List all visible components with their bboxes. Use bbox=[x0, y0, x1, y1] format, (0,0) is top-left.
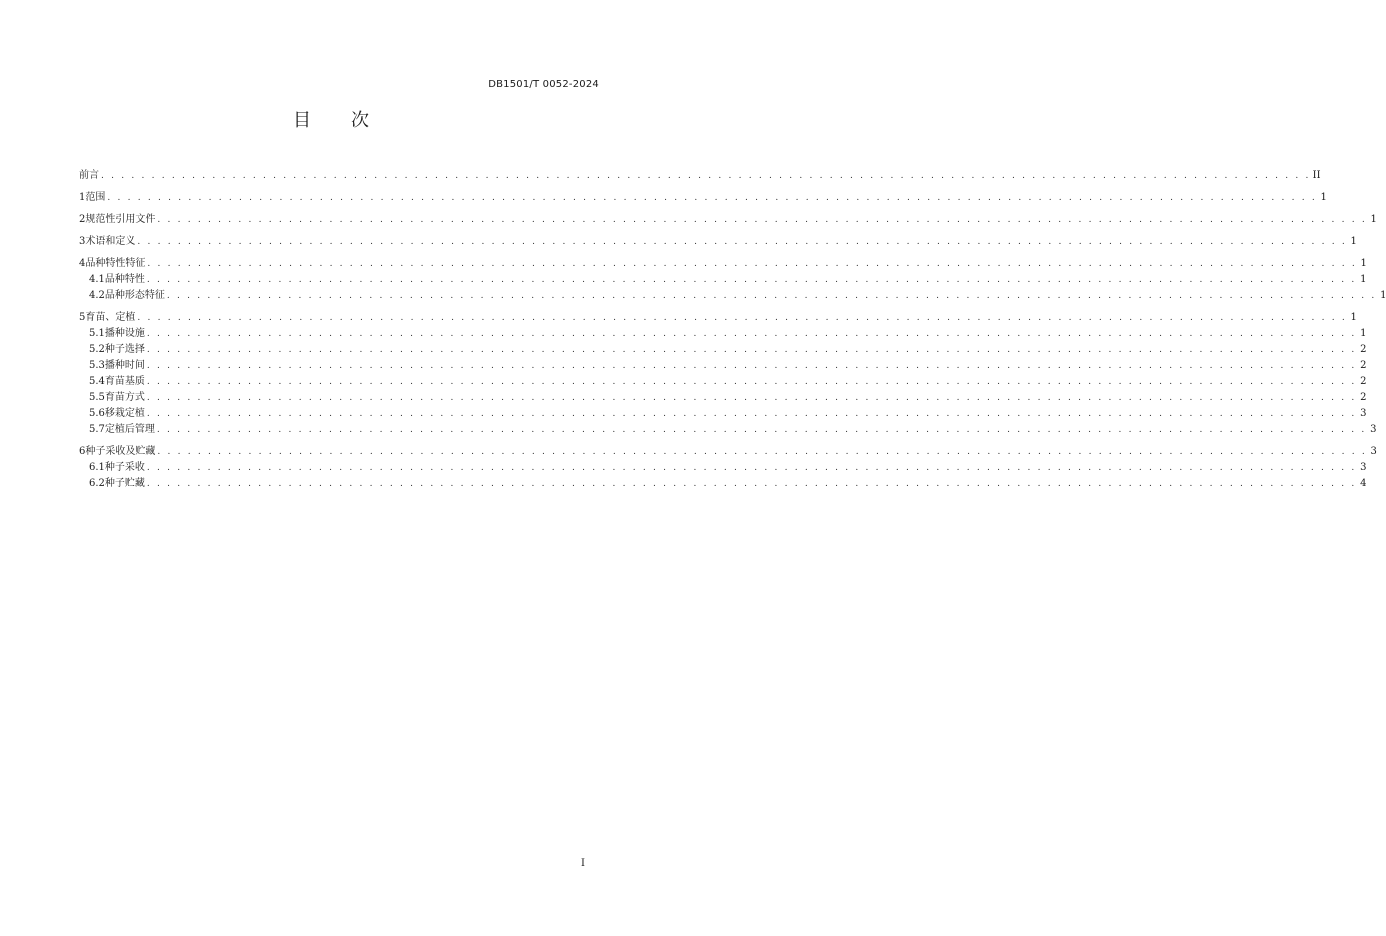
toc-entry-page: 2 bbox=[1360, 392, 1367, 403]
toc-entry-label: 术语和定义 bbox=[85, 236, 136, 247]
toc-entry[interactable] bbox=[79, 308, 1357, 324]
toc-entry-number: 6 bbox=[79, 446, 86, 457]
toc-entry[interactable] bbox=[79, 324, 1367, 340]
toc-entry[interactable] bbox=[79, 188, 1327, 204]
toc-entry-number: 5 bbox=[79, 312, 86, 323]
toc-entry-page: 1 bbox=[1350, 236, 1357, 247]
table-of-contents bbox=[79, 166, 1386, 490]
toc-entry-page: 3 bbox=[1360, 408, 1367, 419]
toc-entry-number: 3 bbox=[79, 236, 86, 247]
toc-entry[interactable] bbox=[79, 458, 1367, 474]
toc-dot-leader: . . . . . . . . . . . . . . . . . . . . . . . . . . . . . . . . . . . . . . . . . . . . . . . . . . . . . . . . . . . . . . . . . . . . . . . . . . . . . . . . . . . . . . . . . . . . . . . . . . . . . . . . . . . . . . . . . . . . . . . . bbox=[146, 377, 1357, 387]
toc-entry-page: II bbox=[1312, 170, 1321, 181]
toc-entry[interactable] bbox=[79, 254, 1367, 270]
page-title bbox=[0, 106, 662, 132]
toc-entry[interactable] bbox=[79, 372, 1367, 388]
toc-dot-leader: . . . . . . . . . . . . . . . . . . . . . . . . . . . . . . . . . . . . . . . . . . . . . . . . . . . . . . . . . . . . . . . . . . . . . . . . . . . . . . . . . . . . . . . . . . . . . . . . . . . . . . . . . . . . . . . . . . . . . . . . bbox=[101, 171, 1311, 181]
toc-entry-page: 1 bbox=[1380, 290, 1386, 301]
toc-dot-leader: . . . . . . . . . . . . . . . . . . . . . . . . . . . . . . . . . . . . . . . . . . . . . . . . . . . . . . . . . . . . . . . . . . . . . . . . . . . . . . . . . . . . . . . . . . . . . . . . . . . . . . . . . . . . . . . . . . . . . . . . bbox=[146, 361, 1357, 371]
toc-entry[interactable] bbox=[79, 210, 1377, 226]
toc-dot-leader: . . . . . . . . . . . . . . . . . . . . . . . . . . . . . . . . . . . . . . . . . . . . . . . . . . . . . . . . . . . . . . . . . . . . . . . . . . . . . . . . . . . . . . . . . . . . . . . . . . . . . . . . . . . . . . . . . . . . . . . . bbox=[137, 313, 1347, 323]
toc-entry-number: 4.1 bbox=[89, 274, 105, 285]
toc-entry-page: 2 bbox=[1360, 344, 1367, 355]
toc-dot-leader: . . . . . . . . . . . . . . . . . . . . . . . . . . . . . . . . . . . . . . . . . . . . . . . . . . . . . . . . . . . . . . . . . . . . . . . . . . . . . . . . . . . . . . . . . . . . . . . . . . . . . . . . . . . . . . . . . . . . . . . . bbox=[146, 409, 1357, 419]
toc-dot-leader: . . . . . . . . . . . . . . . . . . . . . . . . . . . . . . . . . . . . . . . . . . . . . . . . . . . . . . . . . . . . . . . . . . . . . . . . . . . . . . . . . . . . . . . . . . . . . . . . . . . . . . . . . . . . . . . . . . . . . . . . bbox=[146, 463, 1357, 473]
toc-entry[interactable] bbox=[79, 356, 1367, 372]
toc-entry-page: 2 bbox=[1360, 376, 1367, 387]
toc-entry-page: 3 bbox=[1370, 446, 1377, 457]
toc-dot-leader: . . . . . . . . . . . . . . . . . . . . . . . . . . . . . . . . . . . . . . . . . . . . . . . . . . . . . . . . . . . . . . . . . . . . . . . . . . . . . . . . . . . . . . . . . . . . . . . . . . . . . . . . . . . . . . . . . . . . . . . . bbox=[146, 345, 1357, 355]
toc-dot-leader: . . . . . . . . . . . . . . . . . . . . . . . . . . . . . . . . . . . . . . . . . . . . . . . . . . . . . . . . . . . . . . . . . . . . . . . . . . . . . . . . . . . . . . . . . . . . . . . . . . . . . . . . . . . . . . . . . . . . . . . . bbox=[146, 275, 1357, 285]
toc-entry-number: 2 bbox=[79, 214, 86, 225]
toc-entry-number: 5.5 bbox=[89, 392, 105, 403]
toc-entry-page: 1 bbox=[1370, 214, 1377, 225]
toc-entry-page: 1 bbox=[1360, 258, 1367, 269]
toc-entry-number: 4.2 bbox=[89, 290, 105, 301]
toc-dot-leader: . . . . . . . . . . . . . . . . . . . . . . . . . . . . . . . . . . . . . . . . . . . . . . . . . . . . . . . . . . . . . . . . . . . . . . . . . . . . . . . . . . . . . . . . . . . . . . . . . . . . . . . . . . . . . . . . . . . . . . . . bbox=[166, 291, 1377, 301]
toc-entry[interactable] bbox=[79, 286, 1386, 302]
toc-entry[interactable] bbox=[79, 442, 1377, 458]
toc-entry-label: 种子贮藏 bbox=[104, 478, 145, 489]
footer-page-number: I bbox=[581, 858, 585, 869]
toc-entry[interactable] bbox=[79, 166, 1321, 182]
toc-entry-number: 5.2 bbox=[89, 344, 105, 355]
toc-dot-leader: . . . . . . . . . . . . . . . . . . . . . . . . . . . . . . . . . . . . . . . . . . . . . . . . . . . . . . . . . . . . . . . . . . . . . . . . . . . . . . . . . . . . . . . . . . . . . . . . . . . . . . . . . . . . . . . . . . . . . . . . bbox=[157, 447, 1367, 457]
toc-entry-label: 范围 bbox=[85, 192, 106, 203]
toc-entry-number: 4 bbox=[79, 258, 86, 269]
toc-entry[interactable] bbox=[79, 232, 1357, 248]
toc-entry-label: 播种时间 bbox=[104, 360, 145, 371]
toc-entry[interactable] bbox=[79, 420, 1377, 436]
toc-entry-label: 种子选择 bbox=[104, 344, 145, 355]
toc-entry-page: 1 bbox=[1360, 328, 1367, 339]
toc-entry-label: 移栽定植 bbox=[104, 408, 145, 419]
toc-entry-label: 播种设施 bbox=[104, 328, 145, 339]
toc-entry[interactable] bbox=[79, 474, 1367, 490]
toc-entry-number: 6.1 bbox=[89, 462, 105, 473]
toc-entry-page: 1 bbox=[1360, 274, 1367, 285]
title-char-left: 目 bbox=[293, 110, 311, 131]
toc-entry-page: 1 bbox=[1350, 312, 1357, 323]
toc-dot-leader: . . . . . . . . . . . . . . . . . . . . . . . . . . . . . . . . . . . . . . . . . . . . . . . . . . . . . . . . . . . . . . . . . . . . . . . . . . . . . . . . . . . . . . . . . . . . . . . . . . . . . . . . . . . . . . . . . . . . . . . . bbox=[107, 193, 1317, 203]
toc-entry-label: 育苗方式 bbox=[104, 392, 145, 403]
toc-entry-label: 品种特性特征 bbox=[85, 258, 146, 269]
toc-entry[interactable] bbox=[79, 340, 1367, 356]
toc-entry-label: 定植后管理 bbox=[104, 424, 155, 435]
toc-entry-number: 5.7 bbox=[89, 424, 105, 435]
toc-dot-leader: . . . . . . . . . . . . . . . . . . . . . . . . . . . . . . . . . . . . . . . . . . . . . . . . . . . . . . . . . . . . . . . . . . . . . . . . . . . . . . . . . . . . . . . . . . . . . . . . . . . . . . . . . . . . . . . . . . . . . . . . bbox=[146, 329, 1357, 339]
toc-dot-leader: . . . . . . . . . . . . . . . . . . . . . . . . . . . . . . . . . . . . . . . . . . . . . . . . . . . . . . . . . . . . . . . . . . . . . . . . . . . . . . . . . . . . . . . . . . . . . . . . . . . . . . . . . . . . . . . . . . . . . . . . bbox=[146, 393, 1357, 403]
toc-entry-label: 种子采收及贮藏 bbox=[85, 446, 156, 457]
toc-entry[interactable] bbox=[79, 270, 1367, 286]
document-code: DB1501/T 0052-2024 bbox=[488, 79, 599, 90]
toc-entry-label: 育苗、定植 bbox=[85, 312, 136, 323]
toc-entry-label: 前言 bbox=[79, 170, 99, 181]
title-char-right: 次 bbox=[351, 110, 369, 131]
toc-entry-page: 3 bbox=[1360, 462, 1367, 473]
toc-entry-label: 规范性引用文件 bbox=[85, 214, 156, 225]
toc-entry-label: 品种特性 bbox=[104, 274, 145, 285]
toc-entry-number: 6.2 bbox=[89, 478, 105, 489]
toc-dot-leader: . . . . . . . . . . . . . . . . . . . . . . . . . . . . . . . . . . . . . . . . . . . . . . . . . . . . . . . . . . . . . . . . . . . . . . . . . . . . . . . . . . . . . . . . . . . . . . . . . . . . . . . . . . . . . . . . . . . . . . . . bbox=[156, 425, 1367, 435]
toc-entry[interactable] bbox=[79, 404, 1367, 420]
toc-dot-leader: . . . . . . . . . . . . . . . . . . . . . . . . . . . . . . . . . . . . . . . . . . . . . . . . . . . . . . . . . . . . . . . . . . . . . . . . . . . . . . . . . . . . . . . . . . . . . . . . . . . . . . . . . . . . . . . . . . . . . . . . bbox=[157, 215, 1367, 225]
toc-entry-page: 4 bbox=[1360, 478, 1367, 489]
toc-entry-number: 5.6 bbox=[89, 408, 105, 419]
toc-entry-number: 5.3 bbox=[89, 360, 105, 371]
toc-dot-leader: . . . . . . . . . . . . . . . . . . . . . . . . . . . . . . . . . . . . . . . . . . . . . . . . . . . . . . . . . . . . . . . . . . . . . . . . . . . . . . . . . . . . . . . . . . . . . . . . . . . . . . . . . . . . . . . . . . . . . . . . bbox=[147, 259, 1357, 269]
toc-entry-page: 3 bbox=[1370, 424, 1377, 435]
toc-entry-number: 1 bbox=[79, 192, 86, 203]
toc-entry-label: 种子采收 bbox=[104, 462, 145, 473]
toc-entry-label: 育苗基质 bbox=[104, 376, 145, 387]
toc-dot-leader: . . . . . . . . . . . . . . . . . . . . . . . . . . . . . . . . . . . . . . . . . . . . . . . . . . . . . . . . . . . . . . . . . . . . . . . . . . . . . . . . . . . . . . . . . . . . . . . . . . . . . . . . . . . . . . . . . . . . . . . . bbox=[137, 237, 1347, 247]
toc-entry-page: 1 bbox=[1320, 192, 1327, 203]
toc-entry-page: 2 bbox=[1360, 360, 1367, 371]
toc-dot-leader: . . . . . . . . . . . . . . . . . . . . . . . . . . . . . . . . . . . . . . . . . . . . . . . . . . . . . . . . . . . . . . . . . . . . . . . . . . . . . . . . . . . . . . . . . . . . . . . . . . . . . . . . . . . . . . . . . . . . . . . . bbox=[146, 479, 1357, 489]
toc-entry-number: 5.4 bbox=[89, 376, 105, 387]
toc-entry-label: 品种形态特征 bbox=[104, 290, 165, 301]
toc-entry-number: 5.1 bbox=[89, 328, 105, 339]
toc-entry[interactable] bbox=[79, 388, 1367, 404]
